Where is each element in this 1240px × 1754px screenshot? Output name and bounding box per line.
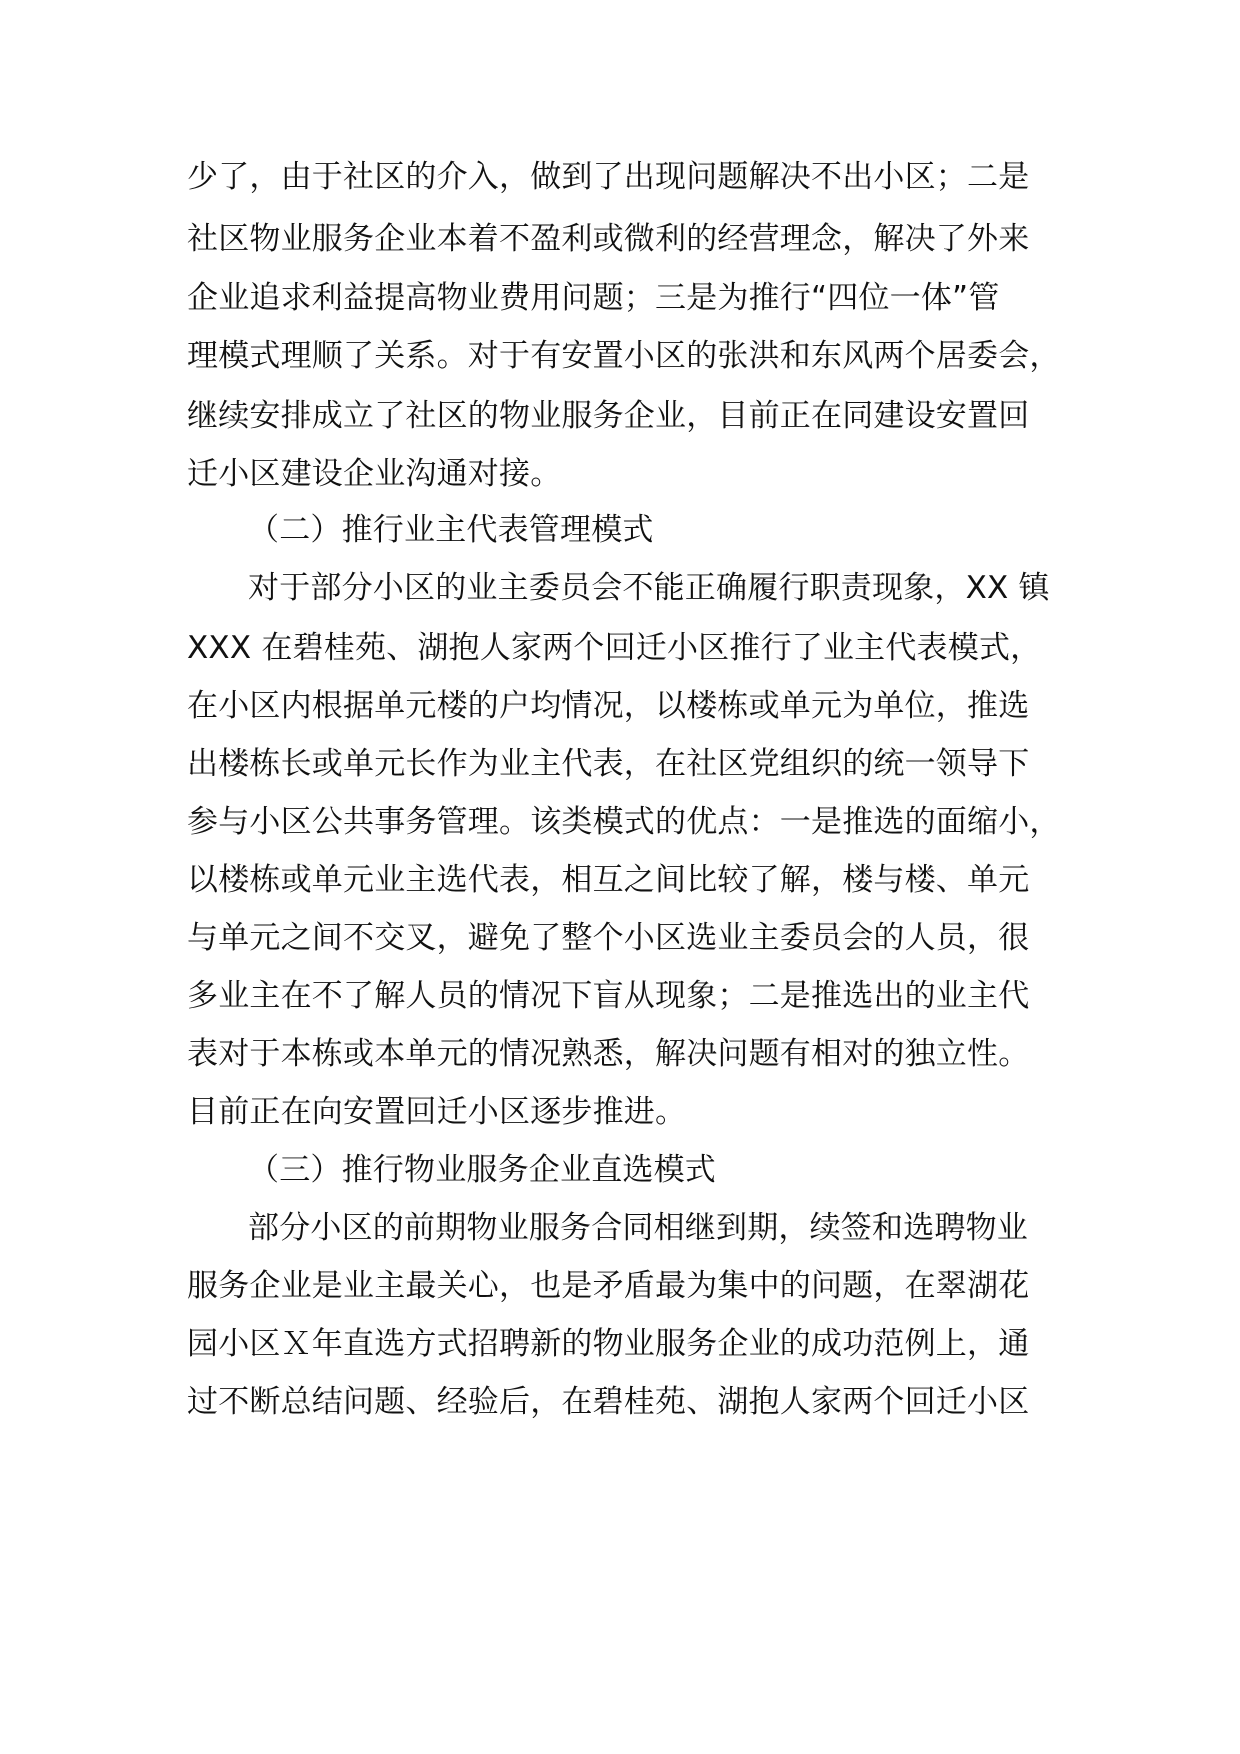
body-text-line: 在小区内根据单元楼的户均情况，以楼栋或单元为单位，推选 [187, 688, 1030, 724]
body-text-line: 表对于本栋或本单元的情况熟悉，解决问题有相对的独立性。 [187, 1036, 1030, 1072]
body-text-line: 社区物业服务企业本着不盈利或微利的经营理念，解决了外来 [187, 221, 1030, 257]
body-text-line: 理模式理顺了关系。对于有安置小区的张洪和东风两个居委会， [187, 338, 1061, 374]
body-text-line: 园小区Ｘ年直选方式招聘新的物业服务企业的成功范例上，通 [187, 1326, 1030, 1362]
body-text-line: 过不断总结问题、经验后，在碧桂苑、湖抱人家两个回迁小区 [187, 1384, 1030, 1420]
body-text-line: 少了，由于社区的介入，做到了出现问题解决不出小区；二是 [187, 159, 1030, 195]
paragraph-first-line: 部分小区的前期物业服务合同相继到期，续签和选聘物业 [248, 1210, 1028, 1246]
body-text-line: 多业主在不了解人员的情况下盲从现象；二是推选出的业主代 [187, 978, 1030, 1014]
body-text-line: 参与小区公共事务管理。该类模式的优点：一是推选的面缩小， [187, 804, 1061, 840]
body-text-line: 出楼栋长或单元长作为业主代表，在社区党组织的统一领导下 [187, 746, 1030, 782]
body-text-line: 企业追求利益提高物业费用问题；三是为推行“四位一体”管 [187, 280, 1000, 316]
body-text-line: 目前正在向安置回迁小区逐步推进。 [187, 1094, 687, 1130]
paragraph-first-line: 对于部分小区的业主委员会不能正确履行职责现象，XX 镇 [248, 570, 1050, 606]
body-text-line: 迁小区建设企业沟通对接。 [187, 456, 562, 492]
body-text-line: XXX 在碧桂苑、湖抱人家两个回迁小区推行了业主代表模式， [187, 630, 1042, 666]
section-heading-3: （三）推行物业服务企业直选模式 [248, 1152, 716, 1188]
section-heading-2: （二）推行业主代表管理模式 [248, 512, 654, 548]
body-text-line: 以楼栋或单元业主选代表，相互之间比较了解，楼与楼、单元 [187, 862, 1030, 898]
body-text-line: 与单元之间不交叉，避免了整个小区选业主委员会的人员，很 [187, 920, 1030, 956]
body-text-line: 继续安排成立了社区的物业服务企业，目前正在同建设安置回 [187, 398, 1030, 434]
body-text-line: 服务企业是业主最关心，也是矛盾最为集中的问题，在翠湖花 [187, 1268, 1030, 1304]
